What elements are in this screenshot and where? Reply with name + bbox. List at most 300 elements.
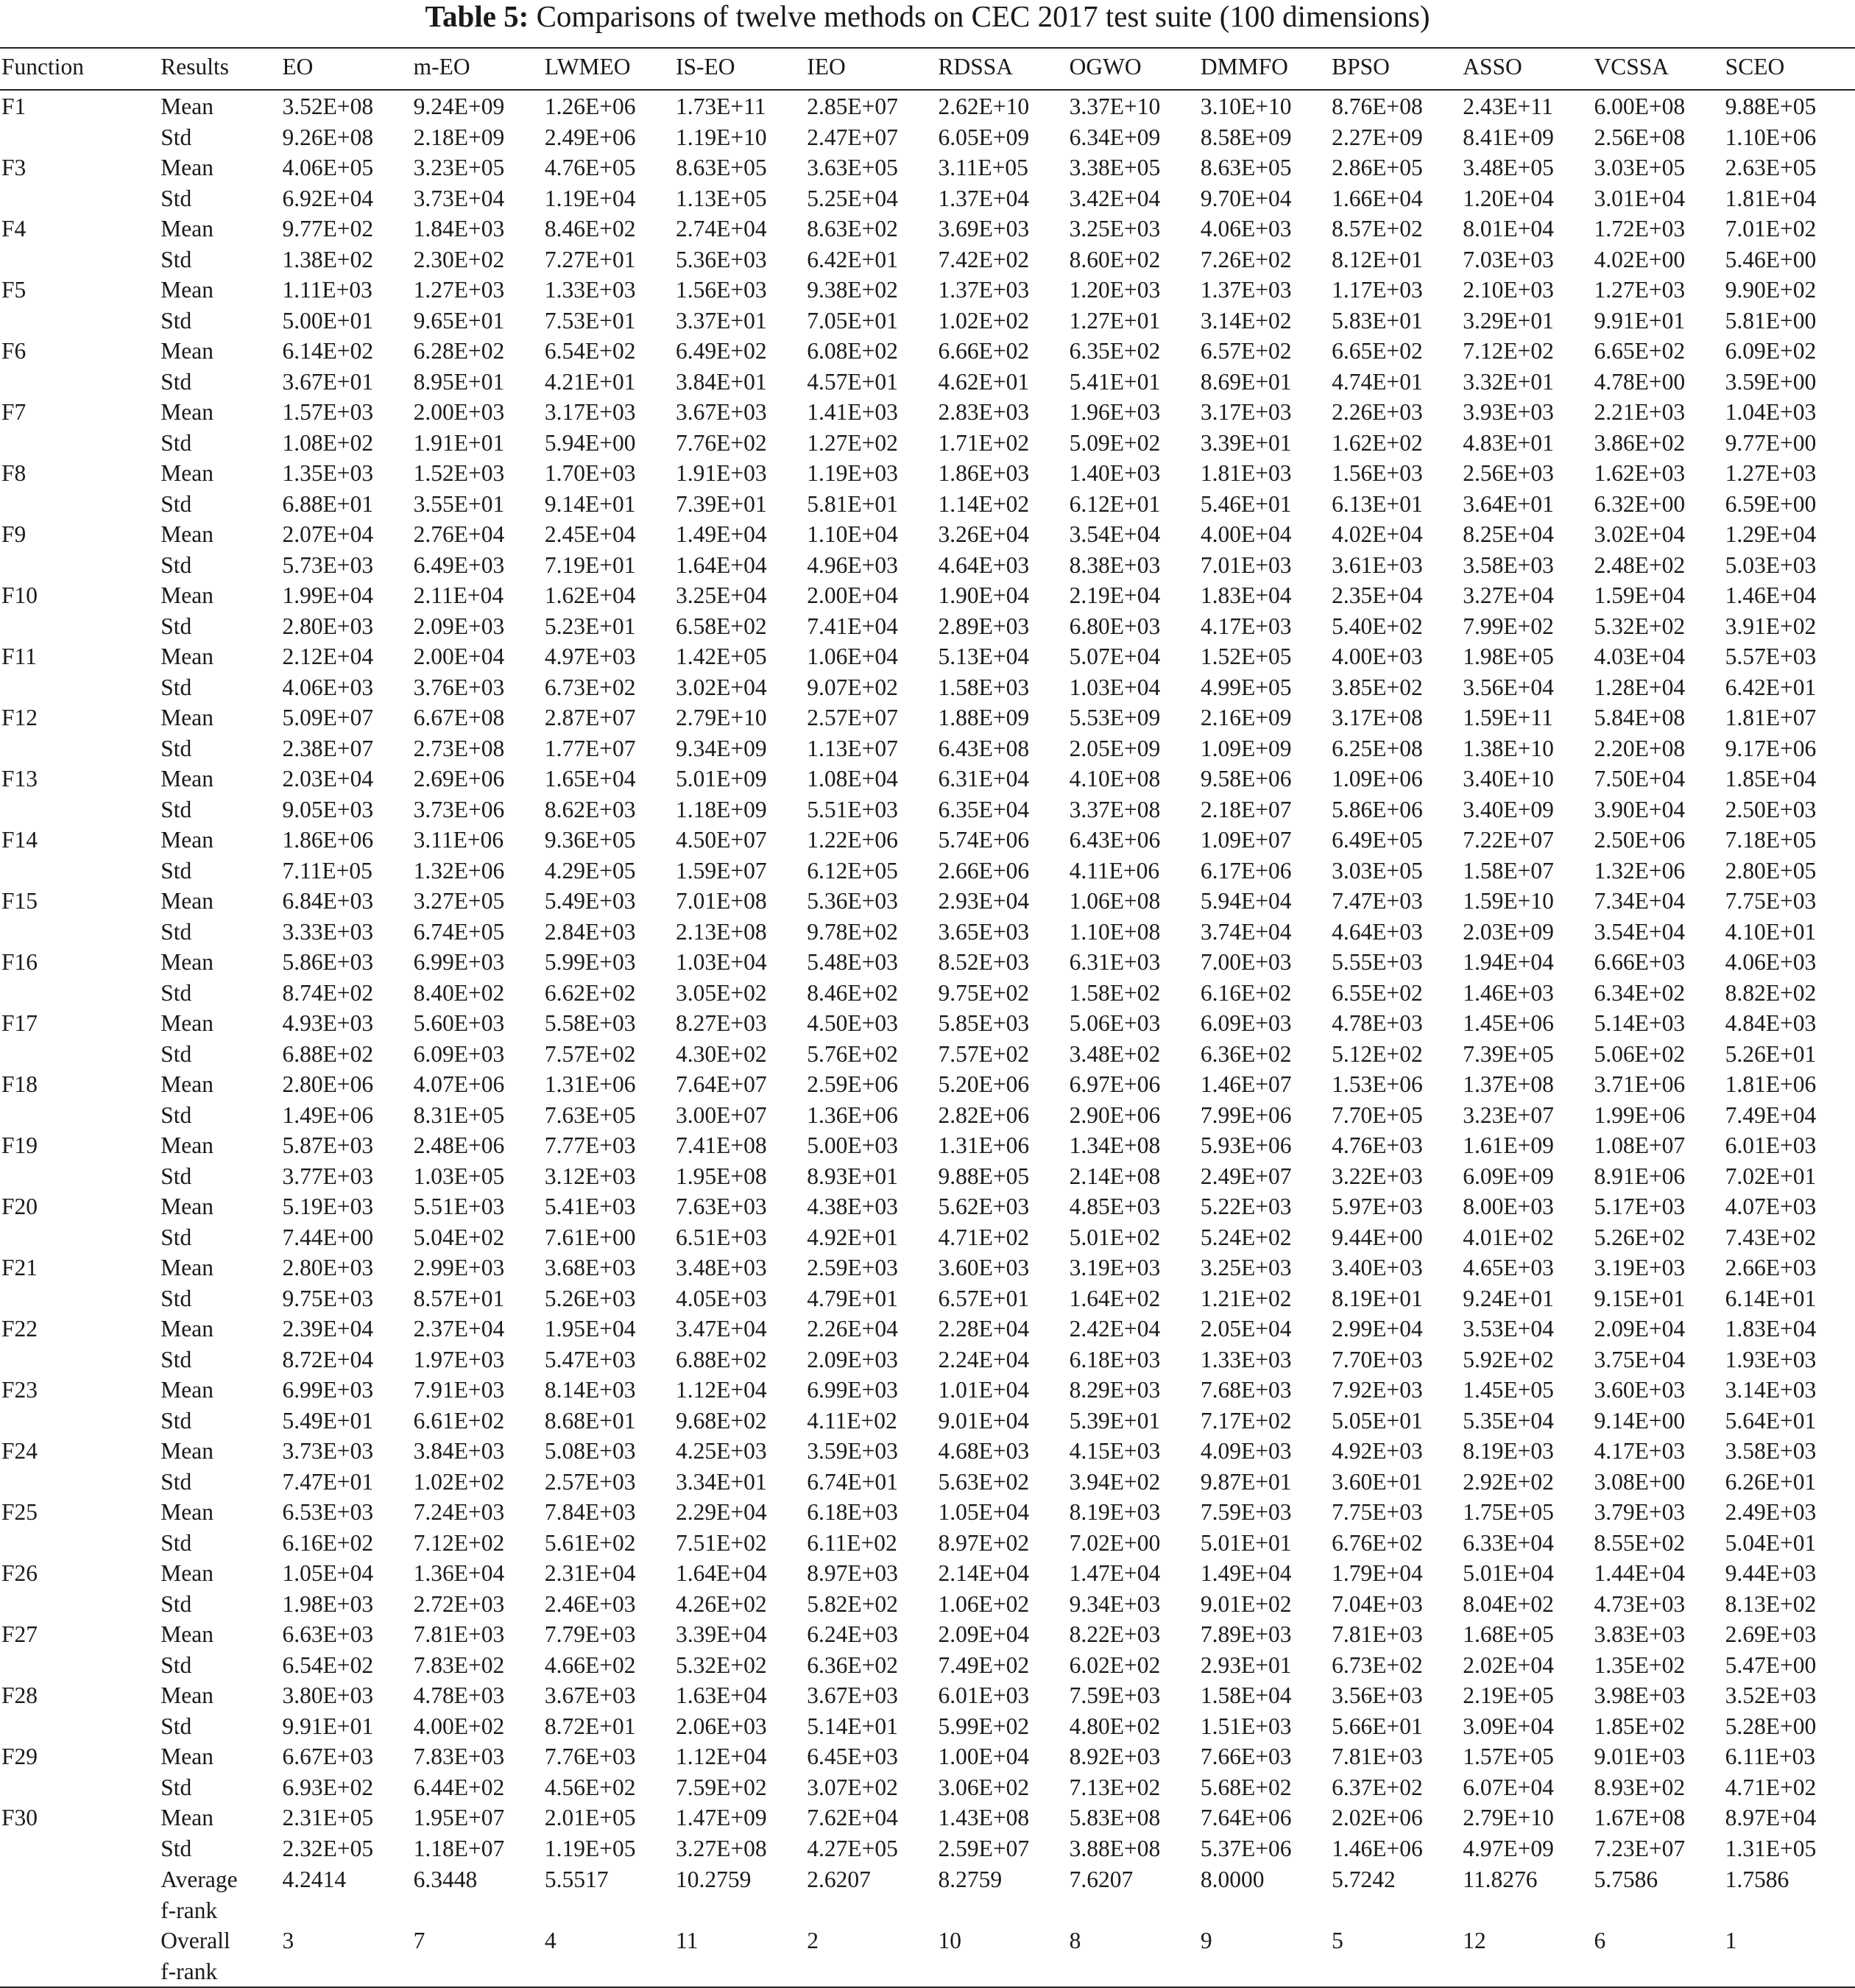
value-cell: 5.06E+02 <box>1594 1040 1686 1067</box>
value-cell: 8.41E+09 <box>1463 124 1554 150</box>
value-cell: 7.76E+03 <box>544 1744 636 1769</box>
value-cell: 7.70E+03 <box>1332 1346 1423 1372</box>
function-cell: F23 <box>1 1377 38 1403</box>
value-cell: 3.33E+03 <box>282 918 374 945</box>
value-cell: 1.66E+04 <box>1332 185 1423 211</box>
value-cell: 5.84E+08 <box>1594 705 1686 730</box>
value-cell: 1.95E+07 <box>413 1805 505 1830</box>
value-cell: 6.16E+02 <box>1200 979 1292 1006</box>
value-cell: 1.19E+03 <box>807 460 898 486</box>
value-cell: 6.73E+02 <box>1332 1652 1423 1678</box>
column-header: BPSO <box>1330 48 1461 90</box>
value-cell: 2.05E+04 <box>1200 1316 1292 1342</box>
value-cell: 4.71E+02 <box>1725 1774 1817 1800</box>
rank-cell: 12 <box>1461 1925 1592 1987</box>
value-cell: 7.01E+08 <box>676 888 767 914</box>
value-cell: 7.41E+04 <box>807 613 898 639</box>
value-cell: 3.23E+07 <box>1463 1101 1554 1128</box>
value-cell: 5.01E+09 <box>676 766 767 792</box>
result-type-cell: Mean <box>160 1805 213 1830</box>
result-type-cell: Mean <box>160 277 213 303</box>
value-cell: 6.18E+03 <box>1069 1346 1161 1372</box>
value-cell: 1.05E+04 <box>282 1560 374 1586</box>
table-row <box>0 979 1855 1009</box>
rank-cell: 1.7586 <box>1725 1867 1789 1892</box>
value-cell: 6.11E+02 <box>807 1529 897 1556</box>
table-row <box>0 551 1855 582</box>
value-cell: 6.57E+02 <box>1200 338 1292 364</box>
value-cell: 7.12E+02 <box>413 1529 505 1556</box>
rank-cell: 7 <box>412 1925 543 1987</box>
column-header: IEO <box>805 48 936 90</box>
value-cell: 2.47E+07 <box>807 124 898 150</box>
value-cell: 5.61E+02 <box>544 1529 636 1556</box>
value-cell: 1.64E+02 <box>1069 1285 1161 1311</box>
result-type-cell: Mean <box>160 1744 213 1769</box>
value-cell: 9.01E+02 <box>1200 1590 1292 1617</box>
table-row <box>0 734 1855 765</box>
value-cell: 2.89E+03 <box>938 613 1030 639</box>
value-cell: 5.86E+06 <box>1332 796 1423 822</box>
value-cell: 1.86E+06 <box>282 827 374 853</box>
value-cell: 9.01E+03 <box>1594 1744 1686 1769</box>
summary-label-cell <box>159 1925 280 1987</box>
value-cell: 8.82E+02 <box>1725 979 1817 1006</box>
value-cell: 1.91E+03 <box>676 460 767 486</box>
value-cell: 7.68E+03 <box>1200 1377 1292 1403</box>
function-cell: F7 <box>1 399 26 425</box>
value-cell: 4.64E+03 <box>938 551 1030 578</box>
value-cell: 7.79E+03 <box>544 1621 636 1647</box>
value-cell: 3.48E+03 <box>676 1255 767 1280</box>
table-row <box>0 1681 1855 1712</box>
value-cell: 3.01E+04 <box>1594 185 1686 211</box>
function-cell: F13 <box>1 766 38 792</box>
function-cell <box>0 551 159 582</box>
value-cell: 4.01E+02 <box>1463 1224 1554 1250</box>
value-cell: 1.88E+09 <box>938 705 1030 730</box>
value-cell: 3.11E+06 <box>413 827 504 853</box>
value-cell: 3.48E+05 <box>1463 155 1554 180</box>
result-type-cell: Mean <box>160 888 213 914</box>
value-cell: 2.29E+04 <box>676 1499 767 1525</box>
value-cell: 1.73E+11 <box>676 94 766 119</box>
value-cell: 1.21E+02 <box>1200 1285 1292 1311</box>
value-cell: 9.44E+00 <box>1332 1224 1423 1250</box>
result-type-cell: Std <box>160 1101 192 1128</box>
value-cell: 5.06E+03 <box>1069 1010 1161 1036</box>
function-cell: F10 <box>1 582 38 608</box>
value-cell: 5.09E+02 <box>1069 429 1161 456</box>
value-cell: 6.24E+03 <box>807 1621 898 1647</box>
value-cell: 7.34E+04 <box>1594 888 1686 914</box>
value-cell: 1.09E+09 <box>1200 735 1292 761</box>
value-cell: 4.96E+03 <box>807 551 898 578</box>
result-type-cell: Std <box>160 979 192 1006</box>
value-cell: 6.12E+05 <box>807 857 898 884</box>
table-row <box>0 856 1855 887</box>
value-cell: 5.60E+03 <box>413 1010 505 1036</box>
table-row <box>0 1314 1855 1345</box>
value-cell: 2.24E+04 <box>938 1346 1030 1372</box>
value-cell: 5.22E+03 <box>1200 1194 1292 1219</box>
value-cell: 1.14E+02 <box>938 490 1030 517</box>
table-row <box>0 673 1855 704</box>
value-cell: 1.19E+04 <box>544 185 636 211</box>
value-cell: 4.00E+02 <box>413 1713 505 1739</box>
value-cell: 1.75E+05 <box>1463 1499 1554 1525</box>
value-cell: 1.38E+02 <box>282 246 374 272</box>
rank-cell: 6.3448 <box>413 1867 478 1892</box>
value-cell: 7.76E+02 <box>676 429 767 456</box>
result-type-cell: Mean <box>160 949 213 975</box>
result-type-cell: Std <box>160 735 192 761</box>
function-cell: F21 <box>1 1255 38 1280</box>
function-cell <box>0 1864 159 1925</box>
value-cell: 2.76E+04 <box>413 521 505 547</box>
result-type-cell: Mean <box>160 94 213 119</box>
result-type-cell: Std <box>160 1285 192 1311</box>
value-cell: 3.83E+03 <box>1594 1621 1686 1647</box>
value-cell: 7.77E+03 <box>544 1132 636 1158</box>
result-type-cell: Std <box>160 307 192 334</box>
value-cell: 6.11E+03 <box>1725 1744 1816 1769</box>
function-cell: F19 <box>1 1132 38 1158</box>
value-cell: 8.01E+04 <box>1463 216 1554 242</box>
value-cell: 7.92E+03 <box>1332 1377 1423 1403</box>
value-cell: 5.62E+03 <box>938 1194 1030 1219</box>
value-cell: 7.13E+02 <box>1069 1774 1161 1800</box>
value-cell: 7.49E+02 <box>938 1652 1030 1678</box>
function-cell <box>0 1834 159 1865</box>
value-cell: 5.86E+03 <box>282 949 374 975</box>
value-cell: 2.59E+03 <box>807 1255 898 1280</box>
value-cell: 1.27E+03 <box>1725 460 1817 486</box>
table-row <box>0 245 1855 276</box>
table-row <box>0 90 1855 123</box>
value-cell: 7.81E+03 <box>1332 1621 1423 1647</box>
value-cell: 5.35E+04 <box>1463 1407 1554 1434</box>
column-header: RDSSA <box>936 48 1067 90</box>
value-cell: 6.99E+03 <box>413 949 505 975</box>
value-cell: 5.07E+04 <box>1069 644 1161 669</box>
value-cell: 7.49E+04 <box>1725 1101 1817 1128</box>
value-cell: 2.27E+09 <box>1332 124 1423 150</box>
summary-label-line: Overall <box>160 1928 230 1953</box>
value-cell: 4.09E+03 <box>1200 1438 1292 1464</box>
value-cell: 6.01E+03 <box>938 1682 1030 1708</box>
value-cell: 5.73E+03 <box>282 551 374 578</box>
value-cell: 2.03E+04 <box>282 766 374 792</box>
value-cell: 8.22E+03 <box>1069 1621 1161 1647</box>
value-cell: 2.66E+06 <box>938 857 1030 884</box>
value-cell: 5.24E+02 <box>1200 1224 1292 1250</box>
value-cell: 2.14E+04 <box>938 1560 1030 1586</box>
value-cell: 3.32E+01 <box>1463 368 1554 395</box>
value-cell: 7.57E+02 <box>544 1040 636 1067</box>
table-row <box>0 1437 1855 1467</box>
result-type-cell: Mean <box>160 582 213 608</box>
value-cell: 3.60E+03 <box>938 1255 1030 1280</box>
value-cell: 8.19E+03 <box>1463 1438 1554 1464</box>
function-cell <box>0 673 159 704</box>
value-cell: 5.01E+04 <box>1463 1560 1554 1586</box>
value-cell: 3.63E+05 <box>807 155 898 180</box>
value-cell: 3.48E+02 <box>1069 1040 1161 1067</box>
value-cell: 8.25E+04 <box>1463 521 1554 547</box>
value-cell: 6.76E+02 <box>1332 1529 1423 1556</box>
value-cell: 1.45E+06 <box>1463 1010 1554 1036</box>
value-cell: 3.73E+03 <box>282 1438 374 1464</box>
function-cell <box>0 123 159 154</box>
value-cell: 3.67E+03 <box>676 399 767 425</box>
value-cell: 9.77E+02 <box>282 216 374 242</box>
value-cell: 4.78E+03 <box>413 1682 505 1708</box>
value-cell: 6.84E+03 <box>282 888 374 914</box>
value-cell: 4.07E+03 <box>1725 1194 1817 1219</box>
value-cell: 6.14E+02 <box>282 338 374 364</box>
value-cell: 5.26E+01 <box>1725 1040 1817 1067</box>
value-cell: 2.31E+04 <box>544 1560 636 1586</box>
value-cell: 1.35E+02 <box>1594 1652 1686 1678</box>
value-cell: 2.31E+05 <box>282 1805 374 1830</box>
value-cell: 1.35E+03 <box>282 460 374 486</box>
value-cell: 5.25E+04 <box>807 185 898 211</box>
value-cell: 8.55E+02 <box>1594 1529 1686 1556</box>
value-cell: 2.00E+03 <box>413 399 505 425</box>
value-cell: 3.65E+03 <box>938 918 1030 945</box>
value-cell: 1.08E+07 <box>1594 1132 1686 1158</box>
value-cell: 9.36E+05 <box>544 827 636 853</box>
value-cell: 5.97E+03 <box>1332 1194 1423 1219</box>
value-cell: 4.00E+04 <box>1200 521 1292 547</box>
value-cell: 3.00E+07 <box>676 1101 767 1128</box>
value-cell: 1.57E+05 <box>1463 1744 1554 1769</box>
function-cell: F29 <box>1 1744 38 1769</box>
value-cell: 1.37E+04 <box>938 185 1030 211</box>
value-cell: 1.59E+11 <box>1463 705 1553 730</box>
value-cell: 1.03E+04 <box>676 949 767 975</box>
value-cell: 7.17E+02 <box>1200 1407 1292 1434</box>
value-cell: 2.59E+06 <box>807 1071 898 1097</box>
value-cell: 2.90E+06 <box>1069 1101 1161 1128</box>
function-cell <box>0 184 159 215</box>
result-type-cell: Std <box>160 1224 192 1250</box>
value-cell: 4.38E+03 <box>807 1194 898 1219</box>
value-cell: 3.71E+06 <box>1594 1071 1686 1097</box>
result-type-cell: Mean <box>160 1132 213 1158</box>
value-cell: 5.13E+04 <box>938 644 1030 669</box>
value-cell: 2.48E+06 <box>413 1132 505 1158</box>
value-cell: 4.30E+02 <box>676 1040 767 1067</box>
value-cell: 7.44E+00 <box>282 1224 374 1250</box>
value-cell: 7.47E+01 <box>282 1468 374 1495</box>
value-cell: 6.49E+05 <box>1332 827 1423 853</box>
value-cell: 3.39E+04 <box>676 1621 767 1647</box>
result-type-cell: Mean <box>160 338 213 364</box>
table-row <box>0 367 1855 398</box>
value-cell: 1.27E+02 <box>807 429 898 456</box>
value-cell: 6.74E+05 <box>413 918 505 945</box>
value-cell: 5.20E+06 <box>938 1071 1030 1097</box>
value-cell: 5.36E+03 <box>807 888 898 914</box>
value-cell: 1.49E+06 <box>282 1101 374 1128</box>
value-cell: 3.54E+04 <box>1594 918 1686 945</box>
value-cell: 2.82E+06 <box>938 1101 1030 1128</box>
result-type-cell: Mean <box>160 1438 213 1464</box>
value-cell: 9.78E+02 <box>807 918 898 945</box>
value-cell: 5.64E+01 <box>1725 1407 1817 1434</box>
result-type-cell: Mean <box>160 1682 213 1708</box>
value-cell: 4.00E+03 <box>1332 644 1423 669</box>
value-cell: 9.38E+02 <box>807 277 898 303</box>
rank-cell: 3 <box>280 1925 411 1987</box>
value-cell: 4.68E+03 <box>938 1438 1030 1464</box>
value-cell: 6.33E+04 <box>1463 1529 1554 1556</box>
function-cell <box>0 917 159 948</box>
value-cell: 2.66E+03 <box>1725 1255 1817 1280</box>
value-cell: 4.29E+05 <box>544 857 636 884</box>
rank-cell: 7.6207 <box>1069 1867 1134 1892</box>
value-cell: 3.79E+03 <box>1594 1499 1686 1525</box>
result-type-cell: Std <box>160 1590 192 1617</box>
value-cell: 1.49E+04 <box>676 521 767 547</box>
value-cell: 5.00E+01 <box>282 307 374 334</box>
value-cell: 3.90E+04 <box>1594 796 1686 822</box>
rank-cell: 8.2759 <box>938 1867 1003 1892</box>
value-cell: 2.42E+04 <box>1069 1316 1161 1342</box>
table-row <box>0 1406 1855 1437</box>
value-cell: 5.47E+00 <box>1725 1652 1817 1678</box>
value-cell: 7.61E+00 <box>544 1224 636 1250</box>
value-cell: 5.03E+03 <box>1725 551 1817 578</box>
value-cell: 7.00E+03 <box>1200 949 1292 975</box>
value-cell: 2.38E+07 <box>282 735 374 761</box>
result-type-cell: Std <box>160 1652 192 1678</box>
value-cell: 3.53E+04 <box>1463 1316 1554 1342</box>
value-cell: 8.29E+03 <box>1069 1377 1161 1403</box>
value-cell: 6.18E+03 <box>807 1499 898 1525</box>
value-cell: 2.46E+03 <box>544 1590 636 1617</box>
summary-row <box>0 1864 1855 1925</box>
value-cell: 6.65E+02 <box>1594 338 1686 364</box>
table-row <box>0 1620 1855 1651</box>
value-cell: 8.31E+05 <box>413 1101 505 1128</box>
value-cell: 4.65E+03 <box>1463 1255 1554 1280</box>
result-type-cell: Std <box>160 1040 192 1067</box>
value-cell: 2.11E+04 <box>413 582 504 608</box>
value-cell: 8.38E+03 <box>1069 551 1161 578</box>
value-cell: 3.23E+05 <box>413 155 505 180</box>
value-cell: 1.71E+02 <box>938 429 1030 456</box>
table-row <box>0 1498 1855 1529</box>
value-cell: 2.56E+03 <box>1463 460 1554 486</box>
value-cell: 5.23E+01 <box>544 613 636 639</box>
value-cell: 3.34E+01 <box>676 1468 767 1495</box>
table-row <box>0 275 1855 306</box>
value-cell: 2.83E+03 <box>938 399 1030 425</box>
value-cell: 1.27E+01 <box>1069 307 1161 334</box>
value-cell: 5.57E+03 <box>1725 644 1817 669</box>
value-cell: 1.09E+06 <box>1332 766 1423 792</box>
value-cell: 1.44E+04 <box>1594 1560 1686 1586</box>
rank-cell: 10 <box>936 1925 1067 1987</box>
value-cell: 7.05E+01 <box>807 307 898 334</box>
value-cell: 1.62E+03 <box>1594 460 1686 486</box>
value-cell: 7.66E+03 <box>1200 1744 1292 1769</box>
value-cell: 1.72E+03 <box>1594 216 1686 242</box>
value-cell: 1.37E+03 <box>1200 277 1292 303</box>
value-cell: 5.19E+03 <box>282 1194 374 1219</box>
value-cell: 6.44E+02 <box>413 1774 505 1800</box>
value-cell: 2.43E+11 <box>1463 94 1553 119</box>
value-cell: 3.19E+03 <box>1069 1255 1161 1280</box>
value-cell: 4.50E+03 <box>807 1010 898 1036</box>
value-cell: 1.03E+04 <box>1069 674 1161 700</box>
value-cell: 3.37E+10 <box>1069 94 1161 119</box>
table-row <box>0 612 1855 643</box>
value-cell: 6.12E+01 <box>1069 490 1161 517</box>
value-cell: 9.68E+02 <box>676 1407 767 1434</box>
value-cell: 7.24E+03 <box>413 1499 505 1525</box>
result-type-cell: Std <box>160 796 192 822</box>
value-cell: 1.20E+03 <box>1069 277 1161 303</box>
results-table <box>0 47 1855 1988</box>
value-cell: 2.84E+03 <box>544 918 636 945</box>
value-cell: 7.02E+01 <box>1725 1163 1817 1189</box>
value-cell: 3.94E+02 <box>1069 1468 1161 1495</box>
value-cell: 1.70E+03 <box>544 460 636 486</box>
result-type-cell: Mean <box>160 1560 213 1586</box>
value-cell: 4.97E+03 <box>544 644 636 669</box>
value-cell: 6.34E+09 <box>1069 124 1161 150</box>
value-cell: 5.55E+03 <box>1332 949 1423 975</box>
table-row <box>0 1590 1855 1621</box>
value-cell: 1.83E+04 <box>1725 1316 1817 1342</box>
value-cell: 1.46E+06 <box>1332 1835 1423 1861</box>
value-cell: 1.52E+03 <box>413 460 505 486</box>
table-row <box>0 764 1855 795</box>
value-cell: 9.26E+08 <box>282 124 374 150</box>
value-cell: 1.05E+04 <box>938 1499 1030 1525</box>
rank-cell: 11 <box>674 1925 805 1987</box>
value-cell: 1.09E+07 <box>1200 827 1292 853</box>
table-row <box>0 1467 1855 1498</box>
result-type-cell: Std <box>160 246 192 272</box>
value-cell: 1.94E+04 <box>1463 949 1554 975</box>
value-cell: 9.14E+01 <box>544 490 636 517</box>
value-cell: 1.10E+06 <box>1725 124 1817 150</box>
value-cell: 3.67E+03 <box>544 1682 636 1708</box>
value-cell: 1.91E+01 <box>413 429 505 456</box>
value-cell: 1.58E+03 <box>938 674 1030 700</box>
function-cell <box>0 1467 159 1498</box>
value-cell: 1.90E+04 <box>938 582 1030 608</box>
value-cell: 1.47E+09 <box>676 1805 767 1830</box>
value-cell: 6.05E+09 <box>938 124 1030 150</box>
value-cell: 8.63E+05 <box>1200 155 1292 180</box>
value-cell: 5.09E+07 <box>282 705 374 730</box>
value-cell: 6.65E+02 <box>1332 338 1423 364</box>
value-cell: 3.74E+04 <box>1200 918 1292 945</box>
value-cell: 5.94E+00 <box>544 429 636 456</box>
value-cell: 8.69E+01 <box>1200 368 1292 395</box>
value-cell: 7.91E+03 <box>413 1377 505 1403</box>
result-type-cell: Mean <box>160 460 213 486</box>
result-type-cell: Mean <box>160 399 213 425</box>
value-cell: 2.92E+02 <box>1463 1468 1554 1495</box>
value-cell: 8.57E+01 <box>413 1285 505 1311</box>
